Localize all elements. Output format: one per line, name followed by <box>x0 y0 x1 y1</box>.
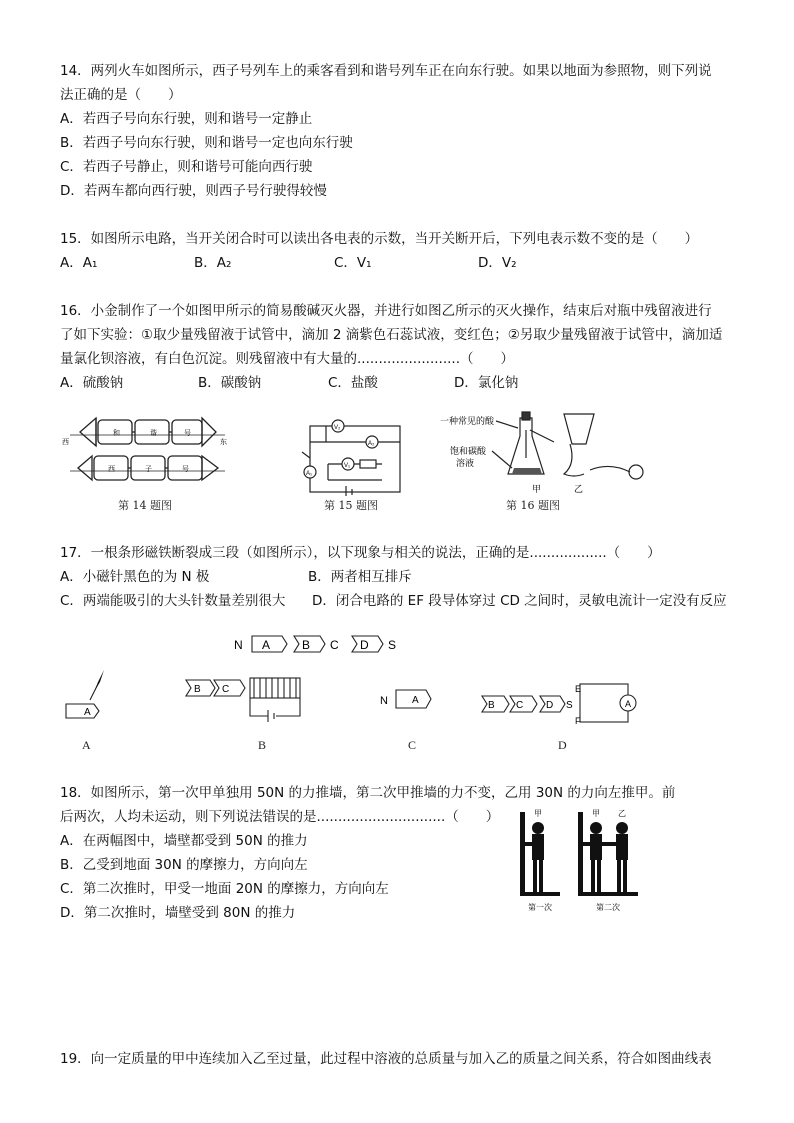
fig14-train1-char3: 号 <box>184 430 191 437</box>
fig15-caption: 第 15 题图 <box>324 499 378 512</box>
fig17-d-seg-c: C <box>516 700 524 711</box>
q16-option-a: A．硫酸钠 <box>60 375 124 391</box>
q17-option-a: A．小磁针黑色的为 N 极 <box>60 569 210 585</box>
fig17-d-seg-d: D <box>546 700 554 711</box>
q17-stem-line1: 17．一根条形磁铁断裂成三段（如图所示），以下现象与相关的说法，正确的是..................（ ） <box>60 545 661 561</box>
fig17-option-a-figure <box>64 668 114 724</box>
q18-option-b: B．乙受到地面 30N 的摩擦力，方向向左 <box>60 857 308 873</box>
fig16-jia: 甲 <box>532 484 542 494</box>
q19-stem-line1: 19．向一定质量的甲中连续加入乙至过量，此过程中溶液的总质量与加入乙的质量之间关系，符合如图曲线表 <box>60 1051 712 1067</box>
q14-stem-line1: 14．两列火车如图所示，西子号列车上的乘客看到和谐号列车正在向东行驶。如果以地面为参照物，则下列说 <box>60 63 712 79</box>
fig17-b-seg-b: B <box>194 684 201 695</box>
fig17-label-b: B <box>258 738 267 752</box>
fig15-meter-v1: V₁ <box>344 463 351 469</box>
q18-stem-line2: 后两次，人均未运动，则下列说法错误的是..............................（ ） <box>60 809 500 825</box>
fig15-circuit <box>296 412 406 496</box>
fig14-train2-char3: 号 <box>182 466 189 473</box>
fig17-n-top: N <box>234 638 243 652</box>
q17-option-b: B．两者相互排斥 <box>308 569 412 585</box>
fig17-option-b-figure <box>184 672 314 724</box>
fig17-d-meter: A <box>625 699 632 709</box>
fig18-jia-first: 甲 <box>534 809 542 818</box>
fig17-s-top: S <box>388 638 397 652</box>
fig14-train1-char2: 谐 <box>150 430 157 437</box>
fig17-option-d-figure <box>480 680 640 726</box>
q14-option-a: A．若西子号向东行驶，则和谐号一定静止 <box>60 111 313 127</box>
fig14-east: 东 <box>220 439 227 446</box>
q14-option-d: D．若两车都向西行驶，则西子号行驶得较慢 <box>60 183 327 199</box>
fig16-label-sol2: 溶液 <box>456 458 475 468</box>
q14-stem-line2: 法正确的是（ ） <box>60 87 182 103</box>
q16-stem-line3: 量氯化钡溶液，有白色沉淀。则残留液中有大量的........................（ ） <box>60 351 514 367</box>
fig18-first-caption: 第一次 <box>528 903 552 912</box>
fig16-label-acid: 一种常见的酸 <box>440 416 495 426</box>
q16-stem-line1: 16．小金制作了一个如图甲所示的简易酸碱灭火器，并进行如图乙所示的灭火操作，结束后对瓶中残留液进行 <box>60 303 712 319</box>
q18-stem-line1: 18．如图所示，第一次甲单独用 50N 的力推墙，第二次甲推墙的力不变，乙用 30N 的力向左推甲。前 <box>60 785 676 801</box>
q14-option-b: B．若西子号向东行驶，则和谐号一定也向东行驶 <box>60 135 353 151</box>
fig18-second-caption: 第二次 <box>596 903 620 912</box>
q15-option-c: C．V₁ <box>334 255 372 271</box>
q15-option-b: B．A₂ <box>194 255 232 271</box>
fig16-caption: 第 16 题图 <box>506 499 560 512</box>
fig17-d-e: E <box>575 684 582 694</box>
q14-option-c: C．若西子号静止，则和谐号可能向西行驶 <box>60 159 313 175</box>
fig17-seg-c-top: C <box>330 638 339 652</box>
fig17-broken-magnet <box>232 630 402 660</box>
fig17-seg-b-top: B <box>302 638 311 652</box>
fig18-push-figure <box>514 804 654 916</box>
q18-option-a: A．在两幅图中，墙壁都受到 50N 的推力 <box>60 833 308 849</box>
fig17-seg-a-top: A <box>262 638 271 652</box>
q15-option-a: A．A₁ <box>60 255 98 271</box>
q15-stem-line1: 15．如图所示电路，当开关闭合时可以读出各电表的示数，当开关断开后，下列电表示数不变的是（ ） <box>60 231 699 247</box>
fig17-c-n: N <box>380 695 388 707</box>
fig17-d-s: S <box>566 700 573 711</box>
fig17-d-f: F <box>575 716 581 726</box>
fig14-caption: 第 14 题图 <box>118 499 172 512</box>
fig17-c-seg: A <box>412 695 419 706</box>
fig14-train1-char1: 和 <box>113 430 120 437</box>
fig17-a-seg: A <box>84 707 91 718</box>
fig14-train2-char1: 西 <box>108 466 115 473</box>
q17-option-d: D．闭合电路的 EF 段导体穿过 CD 之间时，灵敏电流计一定没有反应 <box>312 593 727 609</box>
fig17-label-c: C <box>408 738 417 752</box>
fig18-jia-second: 甲 <box>592 809 600 818</box>
q18-option-c: C．第二次推时，甲受一地面 20N 的摩擦力，方向向左 <box>60 881 389 897</box>
fig16-extinguisher <box>440 408 670 500</box>
fig17-seg-d-top: D <box>360 638 369 652</box>
q16-option-b: B．碳酸钠 <box>198 375 262 391</box>
fig18-yi: 乙 <box>618 809 626 818</box>
fig14-west: 西 <box>62 439 69 446</box>
q16-option-c: C．盐酸 <box>328 375 378 391</box>
fig15-meter-a1: A₁ <box>306 471 313 477</box>
fig16-yi: 乙 <box>574 484 584 494</box>
fig17-d-seg-b: B <box>488 700 495 711</box>
q16-option-d: D．氯化钠 <box>454 375 519 391</box>
q17-option-c: C．两端能吸引的大头针数量差别很大 <box>60 593 286 609</box>
fig17-option-c-figure <box>380 686 450 714</box>
q16-stem-line2: 了如下实验：①取少量残留液于试管中，滴加 2 滴紫色石蕊试液，变红色；②另取少量残留液于试管中，滴加适 <box>60 327 723 343</box>
fig14-train2-char2: 子 <box>145 466 152 473</box>
fig17-label-d: D <box>558 738 567 752</box>
fig15-meter-a2: A₂ <box>368 441 375 447</box>
q18-option-d: D．第二次推时，墙壁受到 80N 的推力 <box>60 905 296 921</box>
fig17-label-a: A <box>82 738 91 752</box>
fig15-meter-v2: V₂ <box>334 425 341 431</box>
fig17-b-seg-c: C <box>222 684 230 695</box>
fig14-trains <box>60 410 230 495</box>
fig16-label-sol1: 饱和碳酸 <box>450 446 487 456</box>
q15-option-d: D．V₂ <box>478 255 517 271</box>
